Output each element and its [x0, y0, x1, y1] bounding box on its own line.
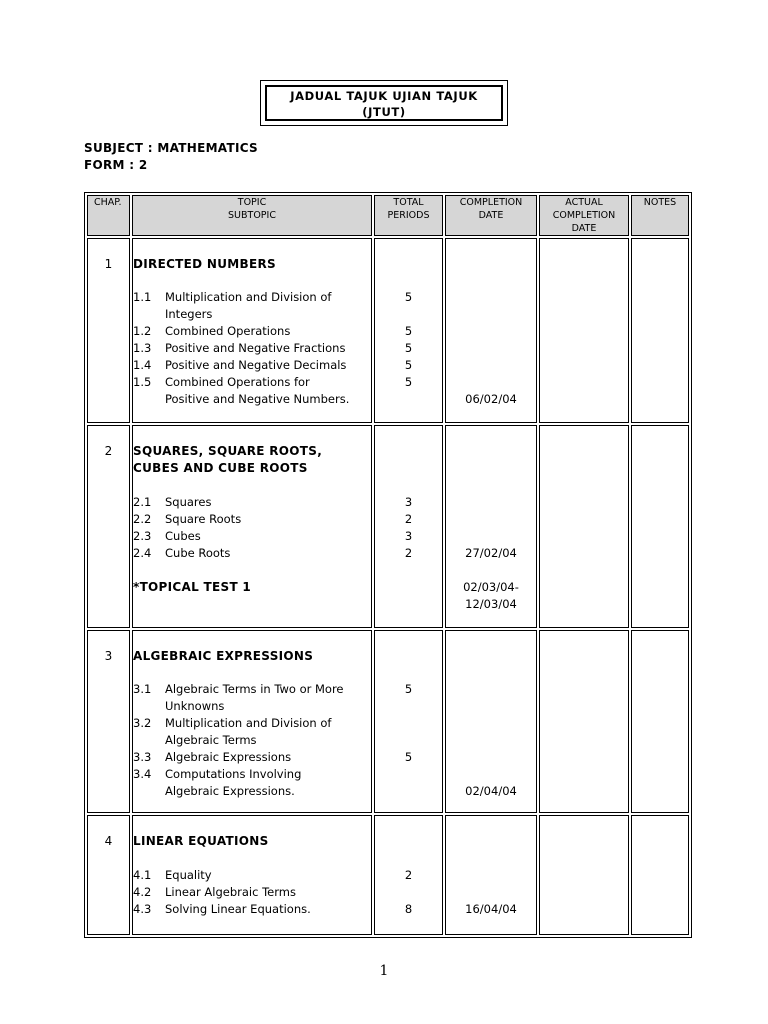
notes-cell [631, 238, 689, 423]
title-line-2: (JTUT) [362, 105, 406, 119]
notes-cell [631, 425, 689, 628]
subtopic-text: Cube Roots [165, 546, 231, 560]
subtopic-text: Linear Algebraic Terms [165, 885, 296, 899]
subtopic-number: 4.1 [133, 868, 152, 882]
subtopic-text: Algebraic Terms in Two or More [165, 682, 344, 696]
periods-cell [374, 815, 443, 935]
subtopic-text: Integers [165, 307, 213, 321]
notes-cell [631, 630, 689, 813]
subtopic-number: 3.2 [133, 716, 152, 730]
topic-cell [132, 238, 372, 423]
subtopic-text: Squares [165, 495, 212, 509]
subtopic-number: 3.3 [133, 750, 152, 764]
subtopic-number: 3.4 [133, 767, 152, 781]
header-completion-line-1: COMPLETION [459, 197, 523, 208]
test-date-start: 02/03/04- [463, 580, 519, 594]
notes-cell [631, 815, 689, 935]
completion-date: 16/04/04 [465, 902, 517, 916]
subtopic-text: Solving Linear Equations. [165, 902, 311, 916]
subtopic-text: Multiplication and Division of [165, 716, 332, 730]
header-periods-line-1: TOTAL [393, 197, 424, 208]
header-topic [132, 195, 372, 236]
subtopic-number: 1.3 [133, 341, 152, 355]
periods-cell [374, 630, 443, 813]
subtopic-item [133, 323, 371, 340]
period-value: 3 [404, 529, 413, 543]
header-completion [445, 195, 537, 236]
header-actual-line-2: COMPLETION [552, 210, 616, 221]
subtopic-text: Computations Involving [165, 767, 302, 781]
subtopic-text: Equality [165, 868, 212, 882]
topical-test-label: *TOPICAL TEST 1 [133, 580, 252, 594]
period-value: 5 [404, 375, 413, 389]
title-box [260, 80, 508, 126]
subtopic-number: 1.5 [133, 375, 152, 389]
period-value [375, 884, 442, 901]
period-value: 5 [404, 324, 413, 338]
header-row [87, 195, 689, 236]
chapter-number: 3 [87, 630, 130, 813]
subtopic-text: Square Roots [165, 512, 242, 526]
subtopic-text: Unknowns [165, 699, 225, 713]
header-notes: NOTES [631, 195, 689, 236]
header-subtopic-line: SUBTOPIC [228, 210, 276, 221]
subtopic-item [133, 494, 371, 511]
chapter-title: ALGEBRAIC EXPRESSIONS [133, 649, 314, 663]
header-completion-line-2: DATE [478, 210, 504, 221]
actual-completion-cell [539, 238, 629, 423]
header-periods [374, 195, 443, 236]
subtopic-number: 2.2 [133, 512, 152, 526]
topic-cell [132, 815, 372, 935]
form-label: FORM : 2 [84, 158, 148, 172]
period-value: 3 [404, 495, 413, 509]
subtopic-text: Multiplication and Division of [165, 290, 332, 304]
chapter-number: 2 [87, 425, 130, 628]
completion-date-cell [445, 815, 537, 935]
header-actual-line-1: ACTUAL [565, 197, 603, 208]
subtopic-text: Algebraic Terms [165, 733, 257, 747]
completion-date: 06/02/04 [465, 392, 517, 406]
period-value: 2 [404, 868, 413, 882]
completion-date-cell [445, 238, 537, 423]
topic-cell [132, 630, 372, 813]
subtopic-item [133, 528, 371, 545]
period-value: 2 [404, 546, 413, 560]
chapter-row [87, 630, 689, 813]
chapter-title: CUBES AND CUBE ROOTS [133, 461, 308, 475]
schedule-table [84, 192, 692, 938]
subtopic-text: Combined Operations for [165, 375, 310, 389]
period-value [375, 698, 442, 715]
period-value: 5 [404, 750, 413, 764]
subtopic-text: Positive and Negative Fractions [165, 341, 346, 355]
header-topic-line: TOPIC [237, 197, 267, 208]
period-value [375, 306, 442, 323]
subtopic-number: 2.3 [133, 529, 152, 543]
subtopic-text: Algebraic Expressions. [165, 784, 295, 798]
subtopic-item [133, 511, 371, 528]
subtopic-item [133, 681, 371, 715]
period-value: 2 [404, 512, 413, 526]
period-value [375, 715, 442, 732]
topic-cell [132, 425, 372, 628]
subtopic-item [133, 289, 371, 323]
subtopic-item [133, 749, 371, 766]
subtopic-item [133, 884, 371, 901]
actual-completion-cell [539, 815, 629, 935]
chapter-title: LINEAR EQUATIONS [133, 834, 269, 848]
period-value: 5 [404, 341, 413, 355]
subtopic-item [133, 901, 371, 918]
chapter-title: SQUARES, SQUARE ROOTS, [133, 444, 323, 458]
header-actual [539, 195, 629, 236]
chapter-title: DIRECTED NUMBERS [133, 257, 276, 271]
subtopic-item [133, 766, 371, 800]
subtopic-text: Algebraic Expressions [165, 750, 292, 764]
page-number: 1 [379, 963, 389, 979]
completion-date-cell [445, 630, 537, 813]
subtopic-text: Positive and Negative Numbers. [165, 392, 350, 406]
periods-cell [374, 425, 443, 628]
subtopic-number: 2.1 [133, 495, 152, 509]
subtopic-number: 1.4 [133, 358, 152, 372]
periods-cell [374, 238, 443, 423]
subtopic-text: Combined Operations [165, 324, 291, 338]
header-periods-line-2: PERIODS [387, 210, 430, 221]
subtopic-item [133, 867, 371, 884]
chapter-row [87, 815, 689, 935]
actual-completion-cell [539, 425, 629, 628]
completion-date: 27/02/04 [465, 546, 517, 560]
subtopic-number: 1.1 [133, 290, 152, 304]
actual-completion-cell [539, 630, 629, 813]
completion-date-cell [445, 425, 537, 628]
header-chap: CHAP. [87, 195, 130, 236]
subject-label: SUBJECT : MATHEMATICS [84, 141, 258, 155]
document-title [265, 85, 503, 121]
chapter-row [87, 238, 689, 423]
completion-date: 02/04/04 [465, 784, 517, 798]
header-actual-line-3: DATE [571, 223, 597, 234]
chapter-number: 4 [87, 815, 130, 935]
subtopic-text: Positive and Negative Decimals [165, 358, 347, 372]
subtopic-text: Cubes [165, 529, 201, 543]
period-value: 5 [404, 358, 413, 372]
subtopic-item [133, 357, 371, 374]
subtopic-item [133, 545, 371, 562]
subtopic-number: 2.4 [133, 546, 152, 560]
subtopic-item [133, 374, 371, 408]
period-value: 8 [404, 902, 413, 916]
chapter-row [87, 425, 689, 628]
subtopic-number: 3.1 [133, 682, 152, 696]
period-value: 5 [404, 682, 413, 696]
chapter-number: 1 [87, 238, 130, 423]
subtopic-number: 4.3 [133, 902, 152, 916]
test-date-end: 12/03/04 [465, 597, 517, 611]
period-value [375, 732, 442, 749]
subtopic-item [133, 715, 371, 749]
subtopic-item [133, 340, 371, 357]
period-value: 5 [404, 290, 413, 304]
subtopic-number: 4.2 [133, 885, 152, 899]
title-line-1: JADUAL TAJUK UJIAN TAJUK [290, 89, 478, 103]
subtopic-number: 1.2 [133, 324, 152, 338]
